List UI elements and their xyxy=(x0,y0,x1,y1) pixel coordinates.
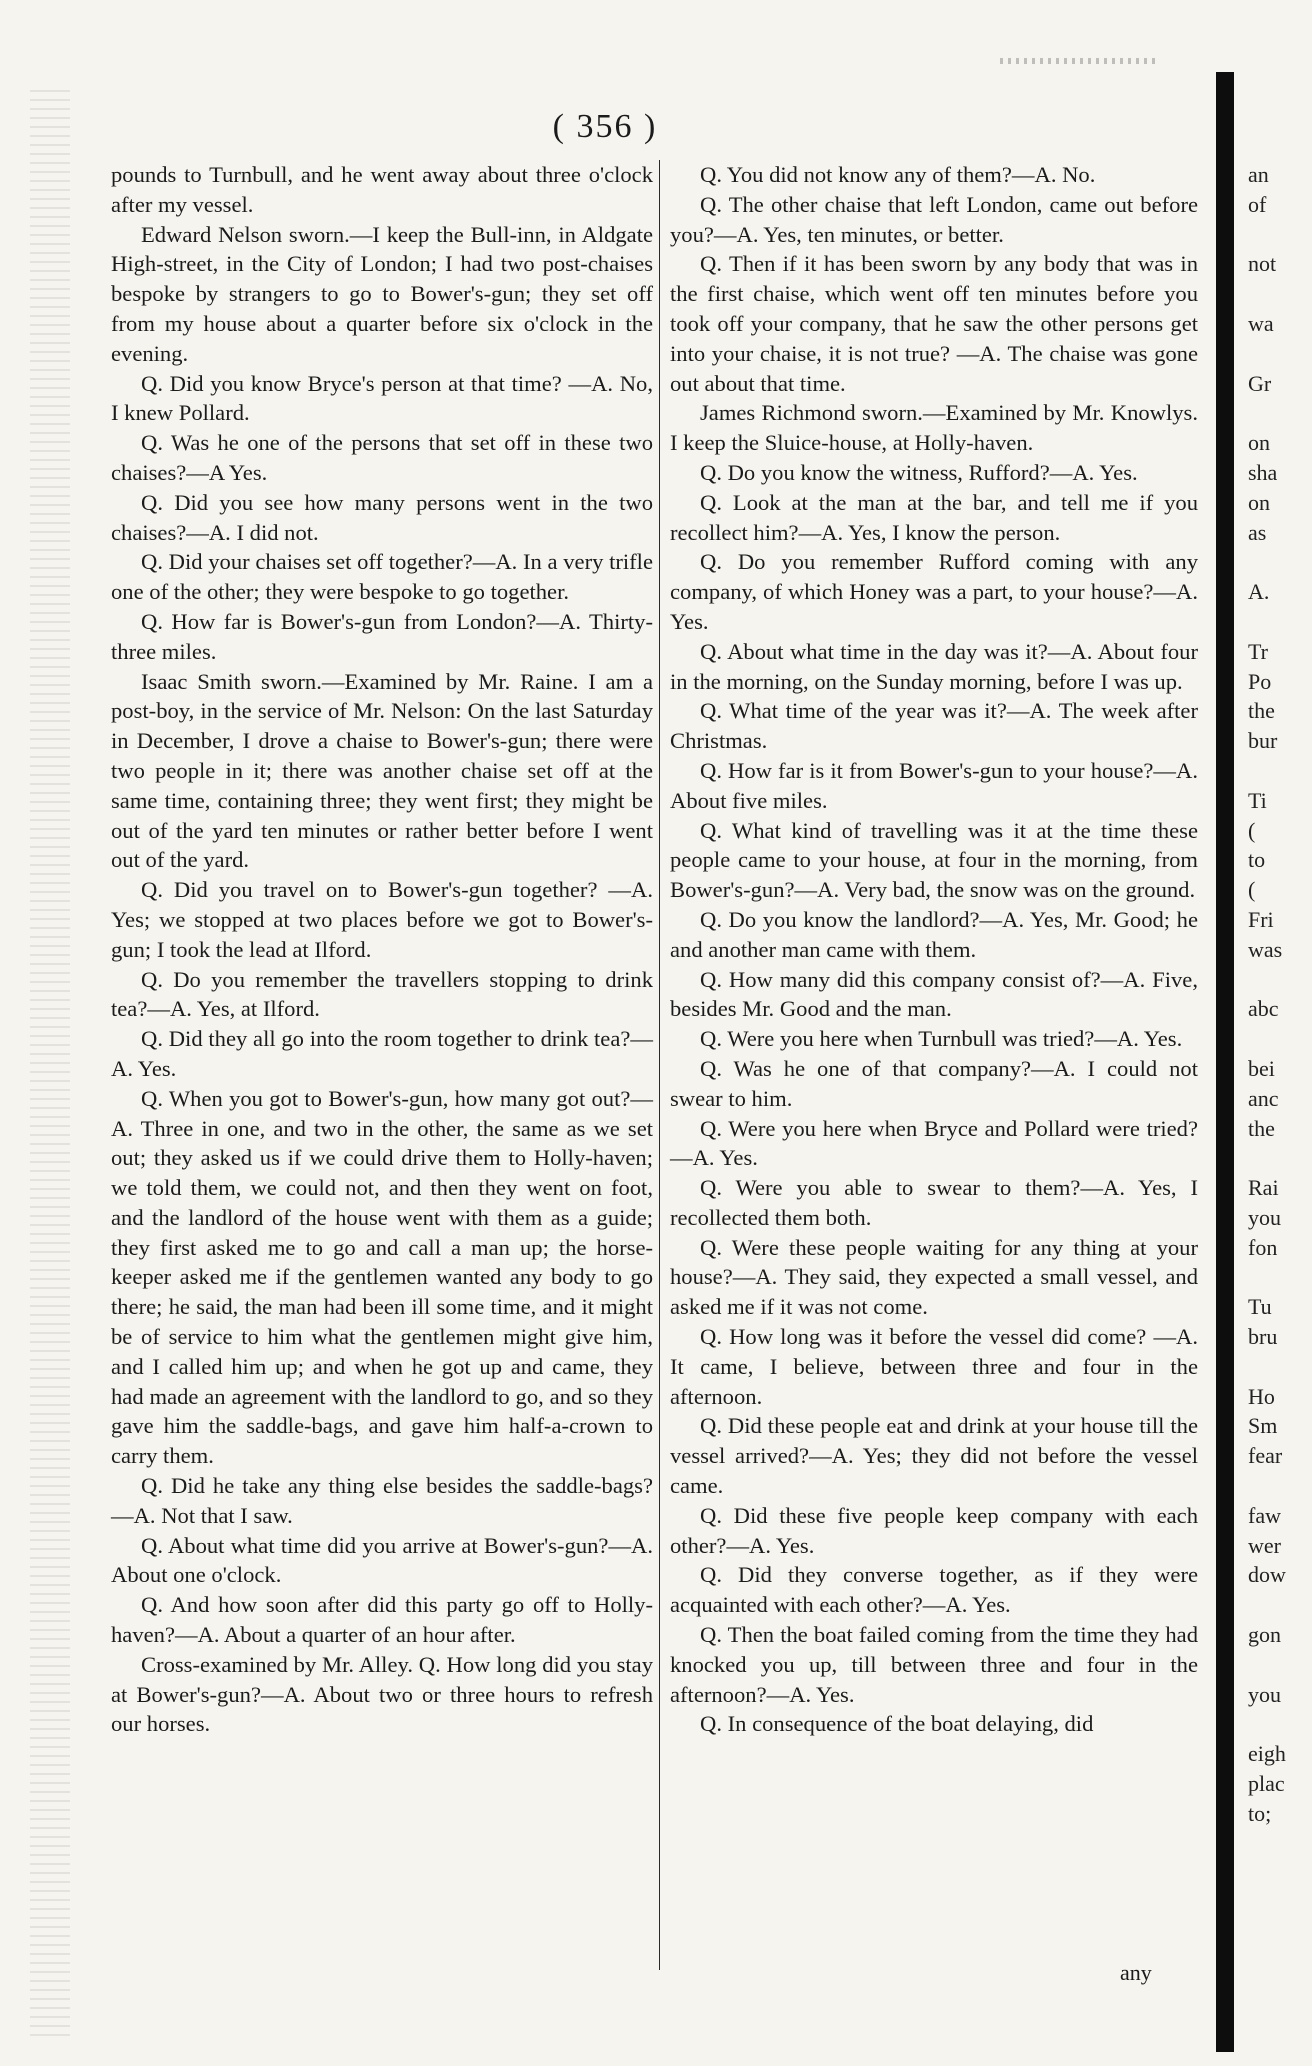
bleed-fragment xyxy=(1248,607,1308,637)
paragraph: Q. The other chaise that left London, came out before you?—A. Yes, ten minutes, or better. xyxy=(670,191,1198,247)
paragraph: Q. Were you here when Bryce and Pollard were tried?—A. Yes. xyxy=(670,1115,1198,1171)
bleed-fragment xyxy=(1248,1262,1308,1292)
paragraph: Q. How long was it before the vessel did come? —A. It came, I believe, between three and four in the afternoon. xyxy=(670,1324,1198,1409)
bleed-fragment: ( xyxy=(1248,817,1256,843)
bleed-fragment: Ti xyxy=(1248,787,1267,813)
bleed-fragment: Fri xyxy=(1248,906,1274,932)
bleed-fragment: as xyxy=(1248,519,1267,545)
bleed-fragment: an xyxy=(1248,162,1269,187)
page-number: ( 356 ) xyxy=(552,108,658,145)
paragraph: Q. Do you know the landlord?—A. Yes, Mr. Good; he and another man came with them. xyxy=(670,906,1198,962)
bleed-fragment: Gr xyxy=(1248,370,1272,396)
bleed-fragment: gon xyxy=(1248,1622,1281,1648)
paragraph: Q. Did you know Bryce's person at that time? —A. No, I knew Pollard. xyxy=(111,370,653,426)
paragraph: Q. In consequence of the boat delaying, did xyxy=(700,1711,1094,1737)
paragraph: Q. And how soon after did this party go off to Holly-haven?—A. About a quarter of an hour after. xyxy=(111,1592,653,1648)
bleed-fragment: of xyxy=(1248,191,1267,217)
bleed-fragment: on xyxy=(1248,430,1270,456)
bleed-fragment: wer xyxy=(1248,1532,1281,1558)
bleed-fragment: you xyxy=(1248,1681,1281,1707)
column-divider xyxy=(659,160,660,1970)
catchword: any xyxy=(1120,1960,1152,1985)
bleed-fragment: to; xyxy=(1248,1800,1272,1826)
bleed-fragment: bei xyxy=(1248,1055,1275,1081)
bleed-fragment xyxy=(1248,398,1308,428)
paragraph: Edward Nelson sworn.—I keep the Bull-inn, in Aldgate High-street, in the City of London; I had two post-chaises bespoke by strangers to go to Bower's-gun; they set off from my house about a quarter before six o'clock in the evening. xyxy=(111,221,653,366)
paragraph: Q. Was he one of the persons that set off in these two chaises?—A Yes. xyxy=(111,430,653,485)
paragraph: James Richmond sworn.—Examined by Mr. Knowlys. I keep the Sluice-house, at Holly-haven. xyxy=(670,400,1198,456)
bleed-fragment: wa xyxy=(1248,310,1274,336)
paragraph: Q. Do you know the witness, Rufford?—A. Yes. xyxy=(700,459,1138,485)
paragraph: Q. About what time in the day was it?—A. About four in the morning, on the Sunday morning, before I was up. xyxy=(670,638,1198,694)
paragraph: Q. Did your chaises set off together?—A. In a very trifle one of the other; they were bespoke to go together. xyxy=(111,549,653,605)
paragraph: Q. Look at the man at the bar, and tell me if you recollect him?—A. Yes, I know the person. xyxy=(670,489,1198,545)
bleed-fragment xyxy=(1248,1352,1308,1382)
bleed-fragment: faw xyxy=(1248,1502,1281,1528)
bleed-fragment: bur xyxy=(1248,728,1278,754)
bleed-fragment: eigh xyxy=(1248,1741,1286,1767)
bleed-fragment xyxy=(1248,756,1308,786)
bleed-fragment xyxy=(1248,1471,1308,1501)
bleed-fragment: fear xyxy=(1248,1443,1283,1469)
binding-gutter xyxy=(30,90,70,2040)
bleed-fragment: to xyxy=(1248,847,1266,873)
paragraph: Q. Were you here when Turnbull was tried?—A. Yes. xyxy=(700,1026,1183,1052)
right-column xyxy=(670,160,1198,1739)
paragraph: Q. About what time did you arrive at Bower's-gun?—A. About one o'clock. xyxy=(111,1532,653,1588)
bleed-fragment: abc xyxy=(1248,996,1279,1022)
page-edge-shadow xyxy=(1216,72,1234,2052)
paragraph: Q. Did you travel on to Bower's-gun together? —A. Yes; we stopped at two places before we got to Bower's-gun; I took the lead at Ilford. xyxy=(111,877,653,962)
paragraph: Q. How far is Bower's-gun from London?—A. Thirty-three miles. xyxy=(111,608,653,664)
paragraph: Isaac Smith sworn.—Examined by Mr. Raine. I am a post-boy, in the service of Mr. Nelson: On the last Saturday in December, I drove a chaise to Bower's-gun; there were two people in it; there was another chaise set off at the same time, containing three; they went first; they might be out of the yard ten minutes or rather better before I went out of the yard. xyxy=(111,668,653,873)
bleed-fragment: not xyxy=(1248,251,1277,277)
paragraph: Q. Was he one of that company?—A. I could not swear to him. xyxy=(670,1055,1198,1111)
bleed-fragment: plac xyxy=(1248,1771,1285,1797)
paragraph: pounds to Turnbull, and he went away about three o'clock after my vessel. xyxy=(111,162,653,217)
bleed-fragment: Po xyxy=(1248,668,1272,694)
next-page-bleed xyxy=(1248,160,1308,1829)
bleed-fragment: was xyxy=(1248,936,1283,962)
paragraph: Q. Do you remember Rufford coming with any company, of which Honey was a part, to your house?—A. Yes. xyxy=(670,549,1198,634)
bleed-fragment xyxy=(1248,220,1308,250)
paragraph: Q. Did these people eat and drink at your house till the vessel arrived?—A. Yes; they did not before the vessel came. xyxy=(670,1413,1198,1499)
bleed-fragment: the xyxy=(1248,1115,1275,1141)
bleed-fragment: bru xyxy=(1248,1324,1278,1350)
paragraph: Q. Then the boat failed coming from the time they had knocked you up, till between three and four in the afternoon?—A. Yes. xyxy=(670,1622,1198,1707)
bleed-fragment: Ho xyxy=(1248,1383,1275,1409)
bleed-fragment xyxy=(1248,339,1308,369)
bleed-fragment: Rai xyxy=(1248,1175,1279,1201)
paragraph: Q. Were these people waiting for any thing at your house?—A. They said, they expected a small vessel, and asked me if it was not come. xyxy=(670,1234,1198,1320)
bleed-fragment: sha xyxy=(1248,459,1278,485)
bleed-fragment: A. xyxy=(1248,579,1270,605)
bleed-fragment: Sm xyxy=(1248,1413,1278,1439)
bleed-fragment: Tu xyxy=(1248,1294,1272,1320)
paragraph: Q. Did they all go into the room together to drink tea?—A. Yes. xyxy=(111,1026,653,1081)
bleed-fragment xyxy=(1248,1590,1308,1620)
bleed-fragment: the xyxy=(1248,698,1275,724)
bleed-fragment xyxy=(1248,1143,1308,1173)
bleed-fragment: Tr xyxy=(1248,638,1268,664)
bleed-fragment: on xyxy=(1248,489,1270,515)
left-column xyxy=(111,160,653,1739)
bleed-fragment xyxy=(1248,279,1308,309)
paragraph: Q. What time of the year was it?—A. The week after Christmas. xyxy=(670,698,1198,754)
bleed-fragment: dow xyxy=(1248,1562,1286,1588)
bleed-fragment xyxy=(1248,547,1308,577)
paragraph: Q. How many did this company consist of?—A. Five, besides Mr. Good and the man. xyxy=(670,966,1198,1022)
bleed-fragment xyxy=(1248,1650,1308,1680)
paragraph: Q. Do you remember the travellers stopping to drink tea?—A. Yes, at Ilford. xyxy=(111,966,653,1022)
bleed-fragment: ( xyxy=(1248,877,1256,903)
paragraph: Cross-examined by Mr. Alley. Q. How long did you stay at Bower's-gun?—A. About two or three hours to refresh our horses. xyxy=(111,1651,653,1737)
bleed-fragment xyxy=(1248,1709,1308,1739)
bleed-fragment xyxy=(1248,965,1308,995)
paragraph: Q. Then if it has been sworn by any body that was in the first chaise, which went off ten minutes before you took off your company, that he saw the other persons get into your chaise, it is not true? —A. The chaise was gone out about that time. xyxy=(670,251,1198,396)
paragraph: Q. Did he take any thing else besides the saddle-bags?—A. Not that I saw. xyxy=(111,1473,653,1528)
paragraph: Q. How far is it from Bower's-gun to your house?—A. About five miles. xyxy=(670,757,1198,813)
paragraph: Q. What kind of travelling was it at the time these people came to your house, at four in the morning, from Bower's-gun?—A. Very bad, the snow was on the ground. xyxy=(670,817,1198,903)
paragraph: Q. When you got to Bower's-gun, how many got out?—A. Three in one, and two in the other, the same as we set out; they asked us if we could drive them to Holly-haven; we told them, we could not, and then they went on foot, and the landlord of the house went with them as a guide; they first asked me to go and call a man up; the horse-keeper asked me if the gentlemen wanted any body to go there; he said, the man had been ill some time, and it might be of service to him what the gentlemen might give him, and I called him up; and when he got up and came, they had made an agreement with the landlord to go, and so they gave him the saddle-bags, and gave him half-a-crown to carry them. xyxy=(111,1085,653,1469)
paragraph: Q. Were you able to swear to them?—A. Yes, I recollected them both. xyxy=(670,1175,1198,1230)
bleed-fragment: fon xyxy=(1248,1234,1278,1260)
bleed-fragment: anc xyxy=(1248,1085,1279,1111)
bleed-fragment: you xyxy=(1248,1204,1281,1230)
paragraph: Q. Did they converse together, as if they were acquainted with each other?—A. Yes. xyxy=(670,1562,1198,1618)
bleed-fragment xyxy=(1248,1024,1308,1054)
paragraph: Q. Did these five people keep company with each other?—A. Yes. xyxy=(670,1502,1198,1558)
paragraph: Q. You did not know any of them?—A. No. xyxy=(700,162,1096,187)
scan-artifact xyxy=(1000,58,1160,64)
paragraph: Q. Did you see how many persons went in the two chaises?—A. I did not. xyxy=(111,489,653,545)
